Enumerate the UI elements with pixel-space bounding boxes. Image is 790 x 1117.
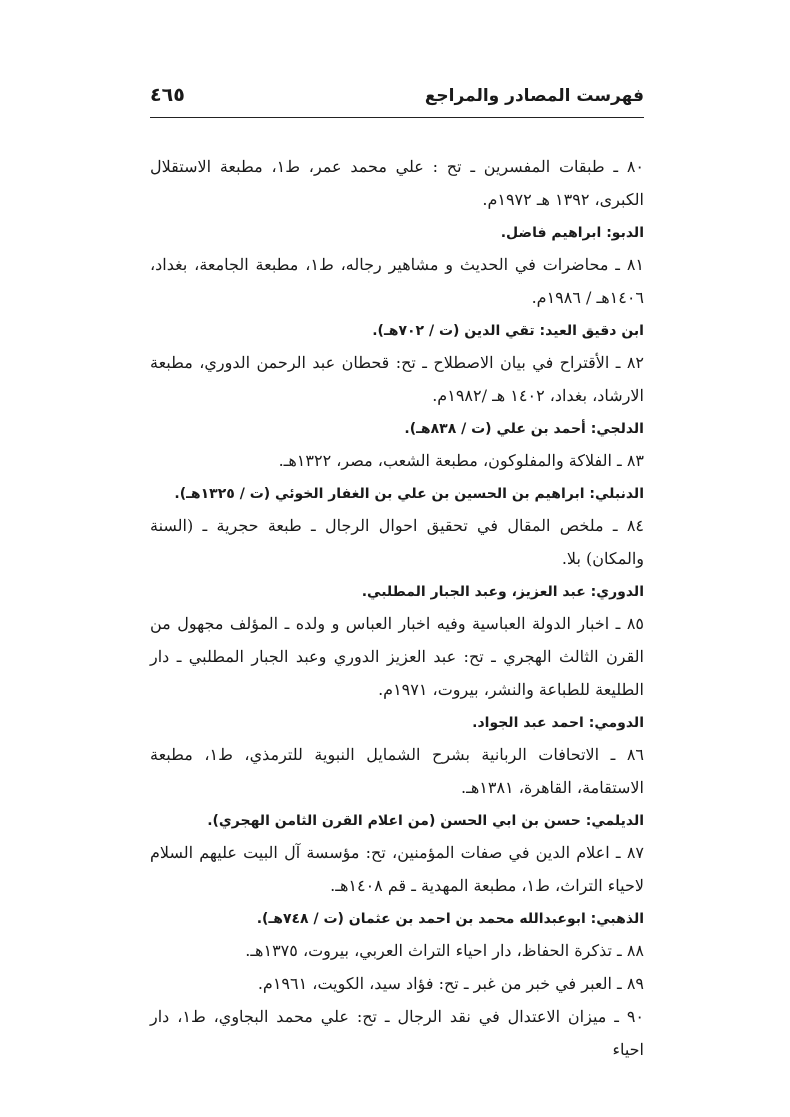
bibliography-entry: ٨٧ ـ اعلام الدين في صفات المؤمنين، تح: مؤسسة آل البيت عليهم السلام لاحياء التراث، ط١، مطبعة المهدية ـ قم ١٤٠٨هـ. [150, 843, 644, 895]
page-number: ٤٦٥ [150, 84, 185, 106]
author-heading: الدبو: ابراهيم فاضل. [500, 225, 644, 241]
running-title: فهرست المصادر والمراجع [424, 86, 644, 106]
bibliography-entry: ٩٠ ـ ميزان الاعتدال في نقد الرجال ـ تح: علي محمد البجاوي، ط١، دار احياء [150, 1007, 645, 1059]
bibliography-entry: ٨١ ـ محاضرات في الحديث و مشاهير رجاله، ط١، مطبعة الجامعة، بغداد، ١٤٠٦هـ / ١٩٨٦م. [150, 255, 644, 307]
author-heading: الدلجي: أحمد بن علي (ت / ٨٣٨هـ). [404, 421, 644, 437]
author-heading: الديلمي: حسن بن ابي الحسن (من اعلام القرن الثامن الهجري). [207, 813, 644, 829]
bibliography-entry: ٨٩ ـ العبر في خبر من غبر ـ تح: فؤاد سيد، الكويت، ١٩٦١م. [257, 974, 644, 993]
bibliography-entry: ٨٣ ـ الفلاكة والمفلوكون، مطبعة الشعب، مصر، ١٣٢٢هـ. [278, 451, 644, 470]
bibliography-entry: ٨٥ ـ اخبار الدولة العباسية وفيه اخبار العباس و ولده ـ المؤلف مجهول من القرن الثالث الهجري ـ تح: عبد العزيز الدوري وعبد الجبار المطلبي ـ دار الطليعة للطباعة والنشر، بيروت، ١٩٧١م. [150, 614, 645, 699]
author-heading: ابن دقيق العيد: تقي الدين (ت / ٧٠٢هـ). [372, 323, 644, 339]
bibliography-entry: ٨٦ ـ الاتحافات الربانية بشرح الشمايل النبوية للترمذي، ط١، مطبعة الاستقامة، القاهرة، ١٣٨١هـ. [150, 745, 645, 797]
bibliography-entry: ٨٨ ـ تذكرة الحفاظ، دار احياء التراث العربي، بيروت، ١٣٧٥هـ. [245, 941, 644, 960]
bibliography-body [150, 150, 644, 1066]
author-heading: الدنبلي: ابراهيم بن الحسين بن علي بن الغفار الخوئي (ت / ١٣٢٥هـ). [174, 486, 644, 502]
bibliography-entry: ٨٢ ـ الأقتراح في بيان الاصطلاح ـ تح: قحطان عبد الرحمن الدوري، مطبعة الارشاد، بغداد، ١٤٠٢ هـ /١٩٨٢م. [150, 353, 644, 405]
page-header [150, 82, 644, 112]
author-heading: الدوري: عبد العزيز، وعبد الجبار المطلبي. [361, 584, 644, 600]
author-heading: الدومي: احمد عبد الجواد. [472, 715, 644, 731]
author-heading: الذهبي: ابوعبدالله محمد بن احمد بن عثمان (ت / ٧٤٨هـ). [256, 911, 644, 927]
bibliography-entry: ٨٤ ـ ملخص المقال في تحقيق احوال الرجال ـ طبعة حجرية ـ (السنة والمكان) بلا. [150, 516, 644, 568]
header-rule [150, 117, 644, 118]
bibliography-entry: ٨٠ ـ طبقات المفسرين ـ تح : علي محمد عمر، ط١، مطبعة الاستقلال الكبرى، ١٣٩٢ هـ ١٩٧٢م. [150, 157, 644, 209]
